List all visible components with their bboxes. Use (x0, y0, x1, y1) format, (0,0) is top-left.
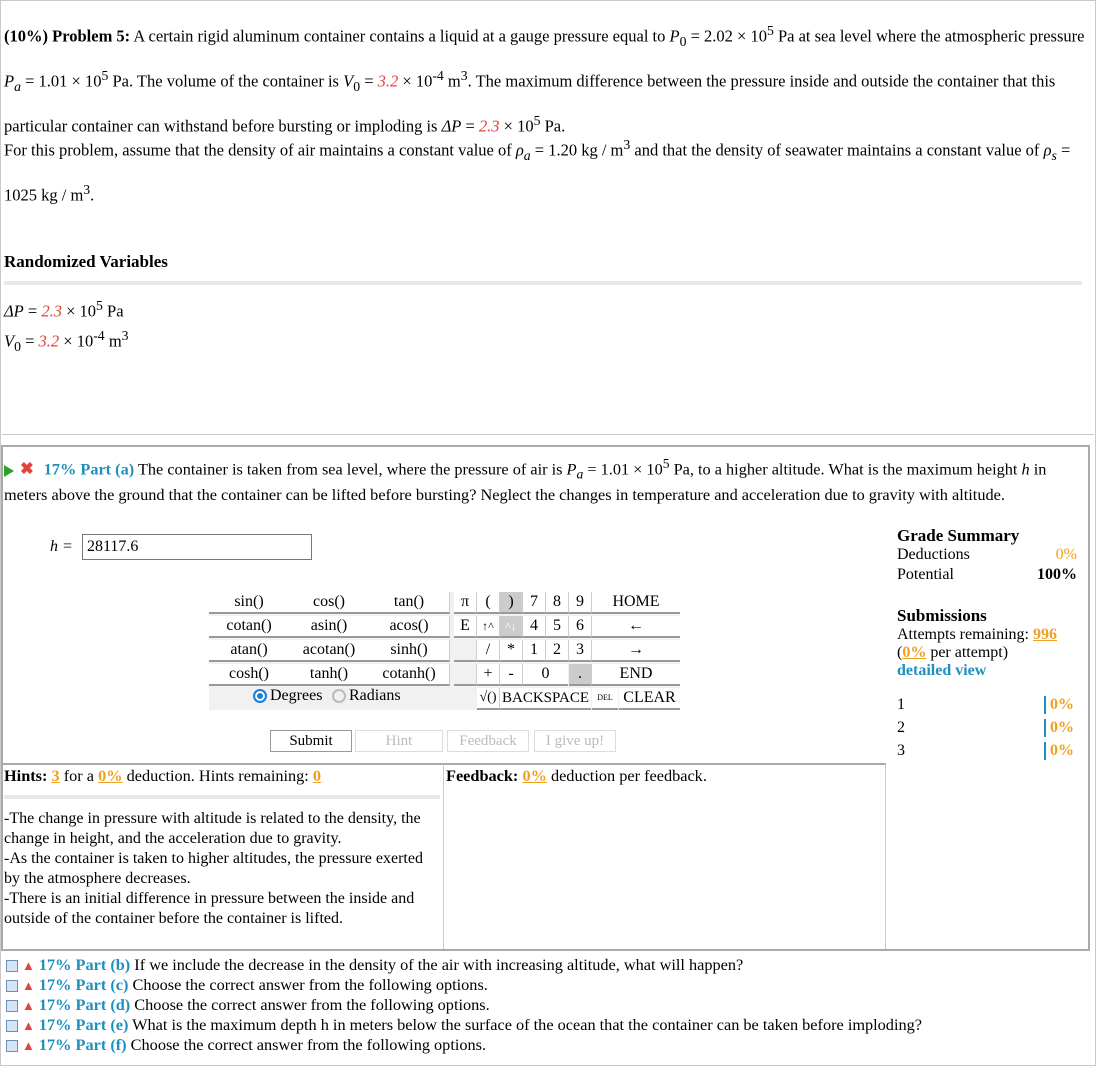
randomized-variables-title: Randomized Variables (4, 252, 168, 271)
calc-plus[interactable]: + (477, 664, 500, 686)
calc-home[interactable]: HOME (592, 592, 680, 614)
part-f-row[interactable]: ▲ 17% Part (f) Choose the correct answer from the following options. (2, 1035, 1092, 1055)
calc-multiply[interactable]: * (500, 640, 523, 662)
calc-tanh[interactable]: tanh() (289, 664, 370, 686)
radians-option[interactable]: Radians (332, 687, 401, 705)
incorrect-icon: ✖ (20, 459, 34, 479)
calc-asin[interactable]: asin() (289, 616, 370, 638)
part-d-row[interactable]: ▲ 17% Part (d) Choose the correct answer from the following options. (2, 995, 1092, 1015)
problem-weight: (10%) (4, 26, 48, 46)
calc-close-paren[interactable]: ) (500, 592, 523, 614)
hints-list (4, 809, 440, 929)
radio-selected-icon[interactable] (253, 689, 267, 703)
calc-cosh[interactable]: cosh() (209, 664, 290, 686)
warning-icon: ▲ (22, 1018, 35, 1033)
degrees-option[interactable]: Degrees (253, 687, 322, 705)
random-dp: 2.3 (478, 116, 500, 136)
calc-cotanh[interactable]: cotanh() (369, 664, 450, 686)
calc-blank (454, 640, 477, 662)
calc-3[interactable]: 3 (569, 640, 592, 662)
calc-sin[interactable]: sin() (209, 592, 290, 614)
calc-atan[interactable]: atan() (209, 640, 290, 662)
calc-right-arrow[interactable]: → (592, 640, 680, 662)
attempt-list (897, 696, 1077, 765)
calc-sqrt[interactable]: √() (477, 688, 500, 710)
expand-icon[interactable] (6, 1020, 18, 1032)
random-var-dp: $\Delta P = 2.3 \times 10^5$ Pa (4, 298, 124, 321)
expand-icon[interactable] (6, 980, 18, 992)
grade-summary: Grade Summary Deductions 0% Potential 100% Submissions Attempts remaining: 996 (0% per attempt) detailed view (897, 526, 1077, 679)
list-item: 1 0% (897, 696, 1074, 713)
hint-button[interactable]: Hint (355, 730, 443, 752)
hint-item: -The change in pressure with altitude is related to the density, the change in height, and the acceleration due to gravity. (4, 810, 421, 847)
calc-0[interactable]: 0 (523, 664, 568, 686)
other-parts-list (2, 955, 1092, 1055)
warning-icon: ▲ (22, 958, 35, 973)
submit-button[interactable]: Submit (270, 730, 352, 752)
divider (4, 795, 440, 799)
calc-cotan[interactable]: cotan() (209, 616, 290, 638)
calc-acos[interactable]: acos() (369, 616, 450, 638)
calculator (209, 592, 680, 710)
random-v0: 3.2 (377, 71, 399, 91)
warning-icon: ▲ (22, 1038, 35, 1053)
calc-acotan[interactable]: acotan() (289, 640, 370, 662)
calc-4[interactable]: 4 (523, 616, 546, 638)
assumption-text: For this problem, assume that the density of air maintains a constant value of $\rho_a = 1.20$ kg / $m^3$ and that the density of seawater maintains a constant value of $\rho_s = 1025$ kg / $m^3$. (4, 137, 1071, 205)
calc-2[interactable]: 2 (546, 640, 569, 662)
calc-e[interactable]: E (454, 616, 477, 638)
calc-backspace[interactable]: BACKSPACE (500, 688, 591, 710)
divider (2, 434, 1094, 435)
calc-dot[interactable]: . (569, 664, 592, 686)
list-item: 3 0% (897, 742, 1074, 759)
calc-1[interactable]: 1 (523, 640, 546, 662)
part-b-row[interactable]: ▲ 17% Part (b) If we include the decrease in the density of the air with increasing altitude, what will happen? (2, 955, 1092, 975)
calc-left-arrow[interactable]: ← (592, 616, 680, 638)
calc-7[interactable]: 7 (523, 592, 546, 614)
part-e-row[interactable]: ▲ 17% Part (e) What is the maximum depth h in meters below the surface of the ocean that the container can be taken before imploding? (2, 1015, 1092, 1035)
part-a-label[interactable]: Part (a) (80, 459, 135, 479)
calc-9[interactable]: 9 (569, 592, 592, 614)
answer-input[interactable] (82, 534, 312, 560)
play-icon[interactable] (4, 465, 14, 477)
expand-icon[interactable] (6, 1000, 18, 1012)
problem-statement: (10%) Problem 5: A certain rigid aluminum container contains a liquid at a gauge pressure equal to $P_0 = 2.02 \times 10^5$ Pa at sea level where the atmospheric pressure $P_a = 1.01 \times 10^5$ Pa. The volume of the container is $V_0 = 3.2 \times 10^{-4}$ $m^3$. The maximum difference between the pressure inside and outside the container that this particular container can withstand before bursting or imploding is $\Delta P = 2.3 \times 10^5$ Pa. (4, 23, 1085, 136)
answer-label: h = (50, 538, 73, 555)
calc-sinh[interactable]: sinh() (369, 640, 450, 662)
expand-icon[interactable] (6, 1040, 18, 1052)
hints-title: Hints: 3 for a 0% deduction. Hints remaining: 0 (4, 766, 322, 785)
expand-icon[interactable] (6, 960, 18, 972)
calc-tan[interactable]: tan() (369, 592, 450, 614)
feedback-button[interactable]: Feedback (447, 730, 529, 752)
hint-item: -There is an initial difference in pressure between the inside and outside of the container before the container is lifted. (4, 890, 415, 927)
hint-item: -As the container is taken to higher altitudes, the pressure exerted by the atmosphere decreases. (4, 850, 423, 887)
calc-del[interactable]: DEL (592, 688, 618, 710)
warning-icon: ▲ (22, 978, 35, 993)
feedback-panel (444, 763, 886, 949)
calc-end[interactable]: END (592, 664, 680, 686)
radio-unselected-icon[interactable] (332, 689, 346, 703)
calc-clear[interactable]: CLEAR (619, 688, 680, 710)
calc-blank (454, 664, 477, 686)
give-up-button[interactable]: I give up! (534, 730, 616, 752)
part-a-question: ✖ 17% Part (a) The container is taken from sea level, where the pressure of air is $P_a = 1.01 \times 10^5$ Pa, to a higher altitude. What is the maximum height h in meters above the ground that the container can be lifted before bursting? Neglect the changes in temperature and acceleration due to gravity with altitude. (4, 456, 1047, 504)
random-var-v0: $V_0 = 3.2 \times 10^{-4}$ $m^3$ (4, 328, 129, 354)
problem-title: Problem 5: (52, 26, 131, 46)
calc-open-paren[interactable]: ( (477, 592, 500, 614)
detailed-view-link[interactable]: detailed view (897, 662, 987, 679)
divider (4, 281, 1082, 285)
part-c-row[interactable]: ▲ 17% Part (c) Choose the correct answer from the following options. (2, 975, 1092, 995)
calc-up-caret[interactable]: ↑^ (477, 616, 500, 638)
calc-cos[interactable]: cos() (289, 592, 370, 614)
feedback-title: Feedback: 0% deduction per feedback. (446, 766, 707, 785)
calc-5[interactable]: 5 (546, 616, 569, 638)
calc-pi[interactable]: π (454, 592, 477, 614)
calc-down-caret[interactable]: ^↓ (500, 616, 523, 638)
calc-6[interactable]: 6 (569, 616, 592, 638)
calc-8[interactable]: 8 (546, 592, 569, 614)
calc-minus[interactable]: - (500, 664, 523, 686)
warning-icon: ▲ (22, 998, 35, 1013)
list-item: 2 0% (897, 719, 1074, 736)
calc-divide[interactable]: / (477, 640, 500, 662)
